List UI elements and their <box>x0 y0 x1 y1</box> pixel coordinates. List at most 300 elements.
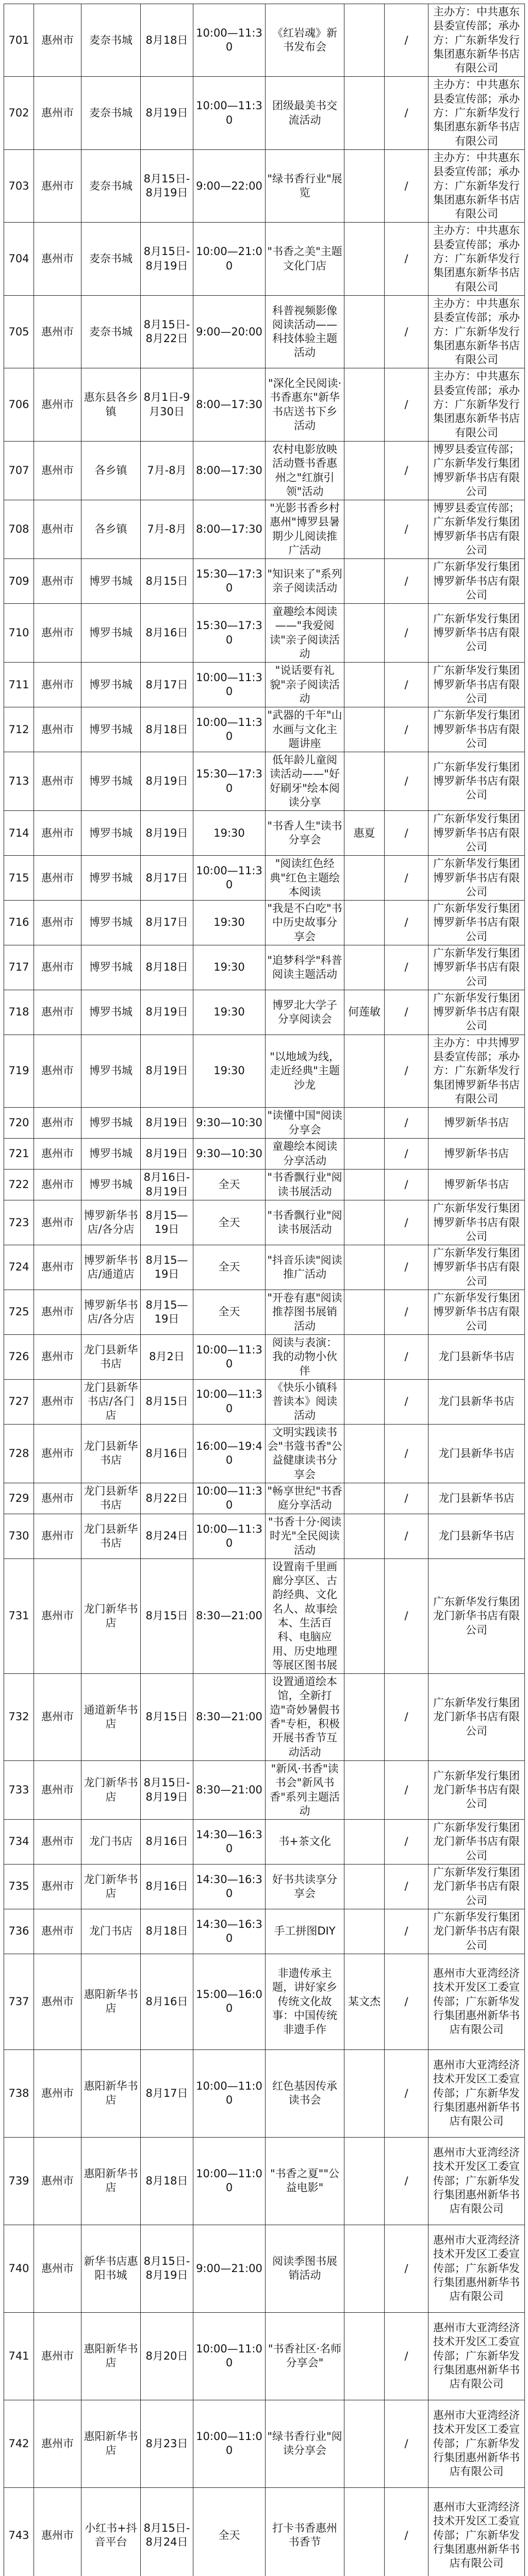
guest-cell <box>344 707 385 752</box>
venue-cell: 龙门县新华书店 <box>81 1514 141 1558</box>
date-cell: 8月17日 <box>141 663 193 707</box>
venue-cell: 博罗书城 <box>81 811 141 856</box>
event-name-cell: 阅读与表演：我的动物小伙伴 <box>266 1334 344 1379</box>
row-number-cell: 705 <box>4 295 34 368</box>
date-cell: 8月18日 <box>141 4 193 77</box>
time-cell: 全天 <box>193 1170 266 1200</box>
date-cell: 8月23日 <box>141 2400 193 2487</box>
organizer-cell: 龙门县新华书店 <box>428 1379 525 1424</box>
venue-cell: 麦奈书城 <box>81 4 141 77</box>
time-cell: 9:00—21:00 <box>193 2225 266 2312</box>
event-name-cell: "开卷有惠"阅读推荐图书展销活动 <box>266 1290 344 1335</box>
row-number-cell: 716 <box>4 901 34 945</box>
event-name-cell: 手工拼图DIY <box>266 1909 344 1954</box>
table-row <box>4 707 525 752</box>
venue-cell: 博罗书城 <box>81 990 141 1035</box>
time-cell: 10:00—11:00 <box>193 2137 266 2225</box>
fee-cell: / <box>385 1170 428 1200</box>
guest-cell <box>344 223 385 295</box>
venue-cell: 博罗书城 <box>81 1035 141 1107</box>
venue-cell: 龙门书店 <box>81 1820 141 1865</box>
organizer-cell: 博罗新华书店 <box>428 1170 525 1200</box>
time-cell: 8:30—21:00 <box>193 1674 266 1761</box>
fee-cell: / <box>385 2487 428 2576</box>
venue-cell: 博罗书城 <box>81 1170 141 1200</box>
city-cell: 惠州市 <box>34 1558 81 1673</box>
table-row <box>4 1290 525 1335</box>
city-cell: 惠州市 <box>34 604 81 663</box>
city-cell: 惠州市 <box>34 811 81 856</box>
date-cell: 8月15日 <box>141 1674 193 1761</box>
time-cell: 10:00—11:30 <box>193 1379 266 1424</box>
date-cell: 7月-8月 <box>141 500 193 559</box>
organizer-cell: 广东新华发行集团博罗新华书店有限公司 <box>428 559 525 604</box>
guest-cell <box>344 1290 385 1335</box>
event-name-cell: 童趣绘本阅读——"我爱阅读"亲子阅读活动 <box>266 604 344 663</box>
table-row <box>4 811 525 856</box>
table-row <box>4 1558 525 1673</box>
row-number-cell: 743 <box>4 2487 34 2576</box>
time-cell: 10:00—11:30 <box>193 1334 266 1379</box>
venue-cell: 龙门新华书店 <box>81 1865 141 1909</box>
event-name-cell: "我是不白吃"书中历史故事分享会 <box>266 901 344 945</box>
time-cell: 14:30—16:30 <box>193 1820 266 1865</box>
organizer-cell: 惠州市大亚湾经济技术开发区工委宣传部；广东新华发行集团惠州新华书店有限公司 <box>428 2487 525 2576</box>
row-number-cell: 725 <box>4 1290 34 1335</box>
table-row <box>4 1035 525 1107</box>
fee-cell: / <box>385 1865 428 1909</box>
organizer-cell: 惠州市大亚湾经济技术开发区工委宣传部；广东新华发行集团惠州新华书店有限公司 <box>428 2225 525 2312</box>
fee-cell: / <box>385 1514 428 1558</box>
guest-cell <box>344 1514 385 1558</box>
guest-cell <box>344 1909 385 1954</box>
date-cell: 8月20日 <box>141 2312 193 2400</box>
row-number-cell: 706 <box>4 368 34 441</box>
time-cell: 9:00—20:00 <box>193 295 266 368</box>
row-number-cell: 702 <box>4 77 34 149</box>
event-name-cell: "知识来了"系列亲子阅读活动 <box>266 559 344 604</box>
guest-cell <box>344 2312 385 2400</box>
row-number-cell: 736 <box>4 1909 34 1954</box>
fee-cell: / <box>385 149 428 222</box>
guest-cell <box>344 1139 385 1170</box>
time-cell: 19:30 <box>193 901 266 945</box>
city-cell: 惠州市 <box>34 2487 81 2576</box>
event-name-cell: "武器的千年"山水画与文化主题讲座 <box>266 707 344 752</box>
city-cell: 惠州市 <box>34 1334 81 1379</box>
fee-cell: / <box>385 990 428 1035</box>
fee-cell: / <box>385 2312 428 2400</box>
time-cell: 19:30 <box>193 990 266 1035</box>
city-cell: 惠州市 <box>34 1760 81 1819</box>
table-row <box>4 1514 525 1558</box>
fee-cell: / <box>385 1909 428 1954</box>
event-name-cell: "读懂中国"阅读分享会 <box>266 1108 344 1139</box>
table-row <box>4 2400 525 2487</box>
table-row <box>4 2049 525 2137</box>
row-number-cell: 707 <box>4 441 34 500</box>
organizer-cell: 惠州市大亚湾经济技术开发区工委宣传部；广东新华发行集团惠州新华书店有限公司 <box>428 2312 525 2400</box>
table-row <box>4 1108 525 1139</box>
venue-cell: 博罗书城 <box>81 752 141 811</box>
fee-cell: / <box>385 707 428 752</box>
time-cell: 全天 <box>193 1290 266 1335</box>
date-cell: 8月19日 <box>141 752 193 811</box>
city-cell: 惠州市 <box>34 1108 81 1139</box>
venue-cell: 龙门新华书店 <box>81 1558 141 1673</box>
city-cell: 惠州市 <box>34 663 81 707</box>
row-number-cell: 732 <box>4 1674 34 1761</box>
row-number-cell: 720 <box>4 1108 34 1139</box>
organizer-cell: 主办方：中共惠东县委宣传部；承办方：广东新华发行集团惠东新华书店有限公司 <box>428 4 525 77</box>
fee-cell: / <box>385 1108 428 1139</box>
organizer-cell: 广东新华发行集团龙门新华书店有限公司 <box>428 1760 525 1819</box>
time-cell: 8:00—17:30 <box>193 441 266 500</box>
row-number-cell: 737 <box>4 1954 34 2049</box>
row-number-cell: 710 <box>4 604 34 663</box>
city-cell: 惠州市 <box>34 1820 81 1865</box>
venue-cell: 博罗新华书店/各分店 <box>81 1200 141 1245</box>
table-row <box>4 1954 525 2049</box>
event-name-cell: 《红岩魂》新书发布会 <box>266 4 344 77</box>
event-name-cell: "追梦科学"科普阅读主题活动 <box>266 945 344 990</box>
table-row <box>4 2137 525 2225</box>
organizer-cell: 主办方：中共惠东县委宣传部；承办方：广东新华发行集团惠东新华书店有限公司 <box>428 368 525 441</box>
time-cell: 10:00—11:00 <box>193 2049 266 2137</box>
city-cell: 惠州市 <box>34 2312 81 2400</box>
event-name-cell: "书香飘行业"阅读书展活动 <box>266 1170 344 1200</box>
organizer-cell: 广东新华发行集团博罗新华书店有限公司 <box>428 945 525 990</box>
venue-cell: 麦奈书城 <box>81 223 141 295</box>
organizer-cell: 惠州市大亚湾经济技术开发区工委宣传部；广东新华发行集团惠州新华书店有限公司 <box>428 1954 525 2049</box>
time-cell: 19:30 <box>193 945 266 990</box>
event-name-cell: 农村电影放映活动暨书香惠州之"红旗引领"活动 <box>266 441 344 500</box>
organizer-cell: 广东新华发行集团龙门新华书店有限公司 <box>428 1820 525 1865</box>
fee-cell: / <box>385 4 428 77</box>
organizer-cell: 广东新华发行集团博罗新华书店有限公司 <box>428 856 525 901</box>
date-cell: 8月24日 <box>141 1514 193 1558</box>
city-cell: 惠州市 <box>34 1170 81 1200</box>
organizer-cell: 广东新华发行集团博罗新华书店有限公司 <box>428 604 525 663</box>
city-cell: 惠州市 <box>34 1290 81 1335</box>
event-name-cell: 好书共读享分享会 <box>266 1865 344 1909</box>
time-cell: 14:30—16:30 <box>193 1909 266 1954</box>
guest-cell <box>344 368 385 441</box>
fee-cell: / <box>385 1200 428 1245</box>
venue-cell: 龙门县新华书店 <box>81 1483 141 1514</box>
organizer-cell: 广东新华发行集团博罗新华书店有限公司 <box>428 1290 525 1335</box>
event-name-cell: "书香飘行业"阅读书展活动 <box>266 1200 344 1245</box>
city-cell: 惠州市 <box>34 945 81 990</box>
table-row <box>4 1139 525 1170</box>
organizer-cell: 广东新华发行集团龙门新华书店有限公司 <box>428 1674 525 1761</box>
city-cell: 惠州市 <box>34 1483 81 1514</box>
guest-cell <box>344 752 385 811</box>
date-cell: 8月19日 <box>141 1108 193 1139</box>
row-number-cell: 738 <box>4 2049 34 2137</box>
organizer-cell: 博罗新华书店 <box>428 1139 525 1170</box>
table-row <box>4 1379 525 1424</box>
venue-cell: 惠阳新华书店 <box>81 1954 141 2049</box>
table-row <box>4 368 525 441</box>
time-cell: 9:30—10:30 <box>193 1139 266 1170</box>
table-row <box>4 500 525 559</box>
venue-cell: 麦奈书城 <box>81 77 141 149</box>
organizer-cell: 广东新华发行集团龙门新华书店有限公司 <box>428 1909 525 1954</box>
city-cell: 惠州市 <box>34 223 81 295</box>
city-cell: 惠州市 <box>34 901 81 945</box>
fee-cell: / <box>385 1558 428 1673</box>
time-cell: 15:00—16:00 <box>193 1954 266 2049</box>
city-cell: 惠州市 <box>34 1865 81 1909</box>
time-cell: 全天 <box>193 1245 266 1290</box>
table-row <box>4 752 525 811</box>
fee-cell: / <box>385 1245 428 1290</box>
date-cell: 8月15—19日 <box>141 1290 193 1335</box>
row-number-cell: 723 <box>4 1200 34 1245</box>
venue-cell: 新华书店惠阳书城 <box>81 2225 141 2312</box>
guest-cell: 某文杰 <box>344 1954 385 2049</box>
date-cell: 8月15—19日 <box>141 1200 193 1245</box>
guest-cell <box>344 1865 385 1909</box>
row-number-cell: 730 <box>4 1514 34 1558</box>
time-cell: 15:30—17:30 <box>193 604 266 663</box>
row-number-cell: 733 <box>4 1760 34 1819</box>
guest-cell <box>344 1108 385 1139</box>
row-number-cell: 727 <box>4 1379 34 1424</box>
table-row <box>4 945 525 990</box>
city-cell: 惠州市 <box>34 707 81 752</box>
venue-cell: 龙门县新华书店 <box>81 1424 141 1483</box>
table-row <box>4 4 525 77</box>
guest-cell <box>344 1483 385 1514</box>
date-cell: 8月15日-8月22日 <box>141 295 193 368</box>
guest-cell <box>344 2225 385 2312</box>
organizer-cell: 广东新华发行集团博罗新华书店有限公司 <box>428 901 525 945</box>
city-cell: 惠州市 <box>34 1424 81 1483</box>
venue-cell: 博罗书城 <box>81 1139 141 1170</box>
event-name-cell: "绿书香行业"展览 <box>266 149 344 222</box>
event-name-cell: 团级最美书交流活动 <box>266 77 344 149</box>
event-name-cell: "书香之美"主题文化门店 <box>266 223 344 295</box>
city-cell: 惠州市 <box>34 752 81 811</box>
table-row <box>4 1200 525 1245</box>
fee-cell: / <box>385 223 428 295</box>
time-cell: 19:30 <box>193 1035 266 1107</box>
guest-cell <box>344 1170 385 1200</box>
city-cell: 惠州市 <box>34 77 81 149</box>
organizer-cell: 博罗新华书店 <box>428 1108 525 1139</box>
time-cell: 8:30—21:00 <box>193 1760 266 1819</box>
fee-cell: / <box>385 1334 428 1379</box>
venue-cell: 小红书+抖音平台 <box>81 2487 141 2576</box>
organizer-cell: 广东新华发行集团博罗新华书店有限公司 <box>428 811 525 856</box>
guest-cell <box>344 559 385 604</box>
organizer-cell: 广东新华发行集团博罗新华书店有限公司 <box>428 1245 525 1290</box>
fee-cell: / <box>385 811 428 856</box>
city-cell: 惠州市 <box>34 1139 81 1170</box>
row-number-cell: 704 <box>4 223 34 295</box>
table-row <box>4 2487 525 2576</box>
table-row <box>4 1170 525 1200</box>
event-name-cell: "畅享世纪"书香庭分享活动 <box>266 1483 344 1514</box>
city-cell: 惠州市 <box>34 1674 81 1761</box>
event-name-cell: 博罗北大学子分享阅读会 <box>266 990 344 1035</box>
city-cell: 惠州市 <box>34 500 81 559</box>
date-cell: 8月19日 <box>141 1139 193 1170</box>
venue-cell: 龙门书店 <box>81 1909 141 1954</box>
fee-cell: / <box>385 295 428 368</box>
date-cell: 8月16日 <box>141 1865 193 1909</box>
city-cell: 惠州市 <box>34 295 81 368</box>
guest-cell <box>344 2400 385 2487</box>
city-cell: 惠州市 <box>34 1954 81 2049</box>
date-cell: 8月15—19日 <box>141 1245 193 1290</box>
table-row <box>4 1909 525 1954</box>
event-name-cell: "书香社区·名师分享会" <box>266 2312 344 2400</box>
date-cell: 8月17日 <box>141 901 193 945</box>
date-cell: 8月2日 <box>141 1334 193 1379</box>
guest-cell <box>344 2049 385 2137</box>
date-cell: 8月19日 <box>141 811 193 856</box>
guest-cell <box>344 1334 385 1379</box>
venue-cell: 通道新华书店 <box>81 1674 141 1761</box>
event-name-cell: "说话要有礼貌"亲子阅读活动 <box>266 663 344 707</box>
date-cell: 8月16日 <box>141 1954 193 2049</box>
event-name-cell: "新风·书香"读书会"新风书香"系列主题活动 <box>266 1760 344 1819</box>
city-cell: 惠州市 <box>34 990 81 1035</box>
table-row <box>4 295 525 368</box>
organizer-cell: 惠州市大亚湾经济技术开发区工委宣传部；广东新华发行集团惠州新华书店有限公司 <box>428 2137 525 2225</box>
date-cell: 8月16日 <box>141 604 193 663</box>
date-cell: 8月19日 <box>141 990 193 1035</box>
guest-cell <box>344 945 385 990</box>
row-number-cell: 731 <box>4 1558 34 1673</box>
guest-cell <box>344 1424 385 1483</box>
date-cell: 8月15日 <box>141 559 193 604</box>
guest-cell <box>344 604 385 663</box>
guest-cell <box>344 856 385 901</box>
venue-cell: 各乡镇 <box>81 441 141 500</box>
event-name-cell: 文明实践读书会"书蔻书香"公益健康读书分享会 <box>266 1424 344 1483</box>
row-number-cell: 741 <box>4 2312 34 2400</box>
event-name-cell: "深化全民阅读·书香惠东"新华书店送书下乡活动 <box>266 368 344 441</box>
fee-cell: / <box>385 2400 428 2487</box>
time-cell: 10:00—11:30 <box>193 663 266 707</box>
time-cell: 全天 <box>193 2487 266 2576</box>
guest-cell <box>344 2137 385 2225</box>
date-cell: 8月16日 <box>141 1820 193 1865</box>
date-cell: 8月17日 <box>141 2049 193 2137</box>
organizer-cell: 龙门县新华书店 <box>428 1334 525 1379</box>
venue-cell: 龙门县新华书店 <box>81 1334 141 1379</box>
organizer-cell: 惠州市大亚湾经济技术开发区工委宣传部；广东新华发行集团惠州新华书店有限公司 <box>428 2049 525 2137</box>
table-row <box>4 559 525 604</box>
row-number-cell: 735 <box>4 1865 34 1909</box>
event-name-cell: 设置通道绘本馆，全新打造"奇妙暑假书香"专柜，积极开展书香节互动活动 <box>266 1674 344 1761</box>
city-cell: 惠州市 <box>34 441 81 500</box>
table-row <box>4 1483 525 1514</box>
table-row <box>4 2312 525 2400</box>
table-row <box>4 1245 525 1290</box>
time-cell: 10:00—11:30 <box>193 77 266 149</box>
organizer-cell: 主办方：中共博罗县委宣传部；承办方：广东新华发行集团博罗新华书店有限公司 <box>428 1035 525 1107</box>
date-cell: 8月17日 <box>141 856 193 901</box>
guest-cell <box>344 2487 385 2576</box>
guest-cell <box>344 77 385 149</box>
venue-cell: 龙门县新华书店/各门店 <box>81 1379 141 1424</box>
events-table <box>4 4 525 2576</box>
time-cell: 15:30—17:30 <box>193 752 266 811</box>
time-cell: 14:30—16:30 <box>193 1865 266 1909</box>
date-cell: 7月-8月 <box>141 441 193 500</box>
venue-cell: 博罗书城 <box>81 945 141 990</box>
table-row <box>4 1674 525 1761</box>
date-cell: 8月18日 <box>141 707 193 752</box>
guest-cell: 何莲敏 <box>344 990 385 1035</box>
time-cell: 15:30—17:30 <box>193 559 266 604</box>
date-cell: 8月16日 <box>141 1424 193 1483</box>
event-name-cell: 非遗传承主题，讲好家乡传统文化故事：中国传统非遗手作 <box>266 1954 344 2049</box>
event-name-cell: 打卡书香惠州书香节 <box>266 2487 344 2576</box>
event-name-cell: 书+茶文化 <box>266 1820 344 1865</box>
venue-cell: 博罗新华书店/各分店 <box>81 1290 141 1335</box>
time-cell: 10:00—11:30 <box>193 856 266 901</box>
row-number-cell: 703 <box>4 149 34 222</box>
guest-cell: 惠夏 <box>344 811 385 856</box>
time-cell: 10:00—11:30 <box>193 1483 266 1514</box>
row-number-cell: 712 <box>4 707 34 752</box>
city-cell: 惠州市 <box>34 1909 81 1954</box>
row-number-cell: 718 <box>4 990 34 1035</box>
document-page <box>4 4 524 2576</box>
time-cell: 19:30 <box>193 811 266 856</box>
fee-cell: / <box>385 441 428 500</box>
fee-cell: / <box>385 752 428 811</box>
guest-cell <box>344 1035 385 1107</box>
city-cell: 惠州市 <box>34 368 81 441</box>
row-number-cell: 724 <box>4 1245 34 1290</box>
time-cell: 10:00—21:00 <box>193 223 266 295</box>
fee-cell: / <box>385 901 428 945</box>
organizer-cell: 广东新华发行集团博罗新华书店有限公司 <box>428 663 525 707</box>
table-row <box>4 1760 525 1819</box>
fee-cell: / <box>385 1760 428 1819</box>
event-name-cell: 红色基因传承读书会 <box>266 2049 344 2137</box>
time-cell: 10:00—11:30 <box>193 1514 266 1558</box>
venue-cell: 博罗书城 <box>81 707 141 752</box>
venue-cell: 惠阳新华书店 <box>81 2400 141 2487</box>
city-cell: 惠州市 <box>34 2049 81 2137</box>
city-cell: 惠州市 <box>34 2137 81 2225</box>
fee-cell: / <box>385 500 428 559</box>
date-cell: 8月15日 <box>141 1558 193 1673</box>
fee-cell: / <box>385 663 428 707</box>
city-cell: 惠州市 <box>34 1245 81 1290</box>
fee-cell: / <box>385 1139 428 1170</box>
time-cell: 10:00—11:30 <box>193 4 266 77</box>
guest-cell <box>344 1245 385 1290</box>
organizer-cell: 广东新华发行集团博罗新华书店有限公司 <box>428 752 525 811</box>
row-number-cell: 734 <box>4 1820 34 1865</box>
time-cell: 10:00—11:00 <box>193 2400 266 2487</box>
guest-cell <box>344 295 385 368</box>
organizer-cell: 主办方：中共惠东县委宣传部；承办方：广东新华发行集团惠东新华书店有限公司 <box>428 149 525 222</box>
event-name-cell: 《快乐小镇科普读本》阅读活动 <box>266 1379 344 1424</box>
row-number-cell: 715 <box>4 856 34 901</box>
row-number-cell: 709 <box>4 559 34 604</box>
fee-cell: / <box>385 945 428 990</box>
